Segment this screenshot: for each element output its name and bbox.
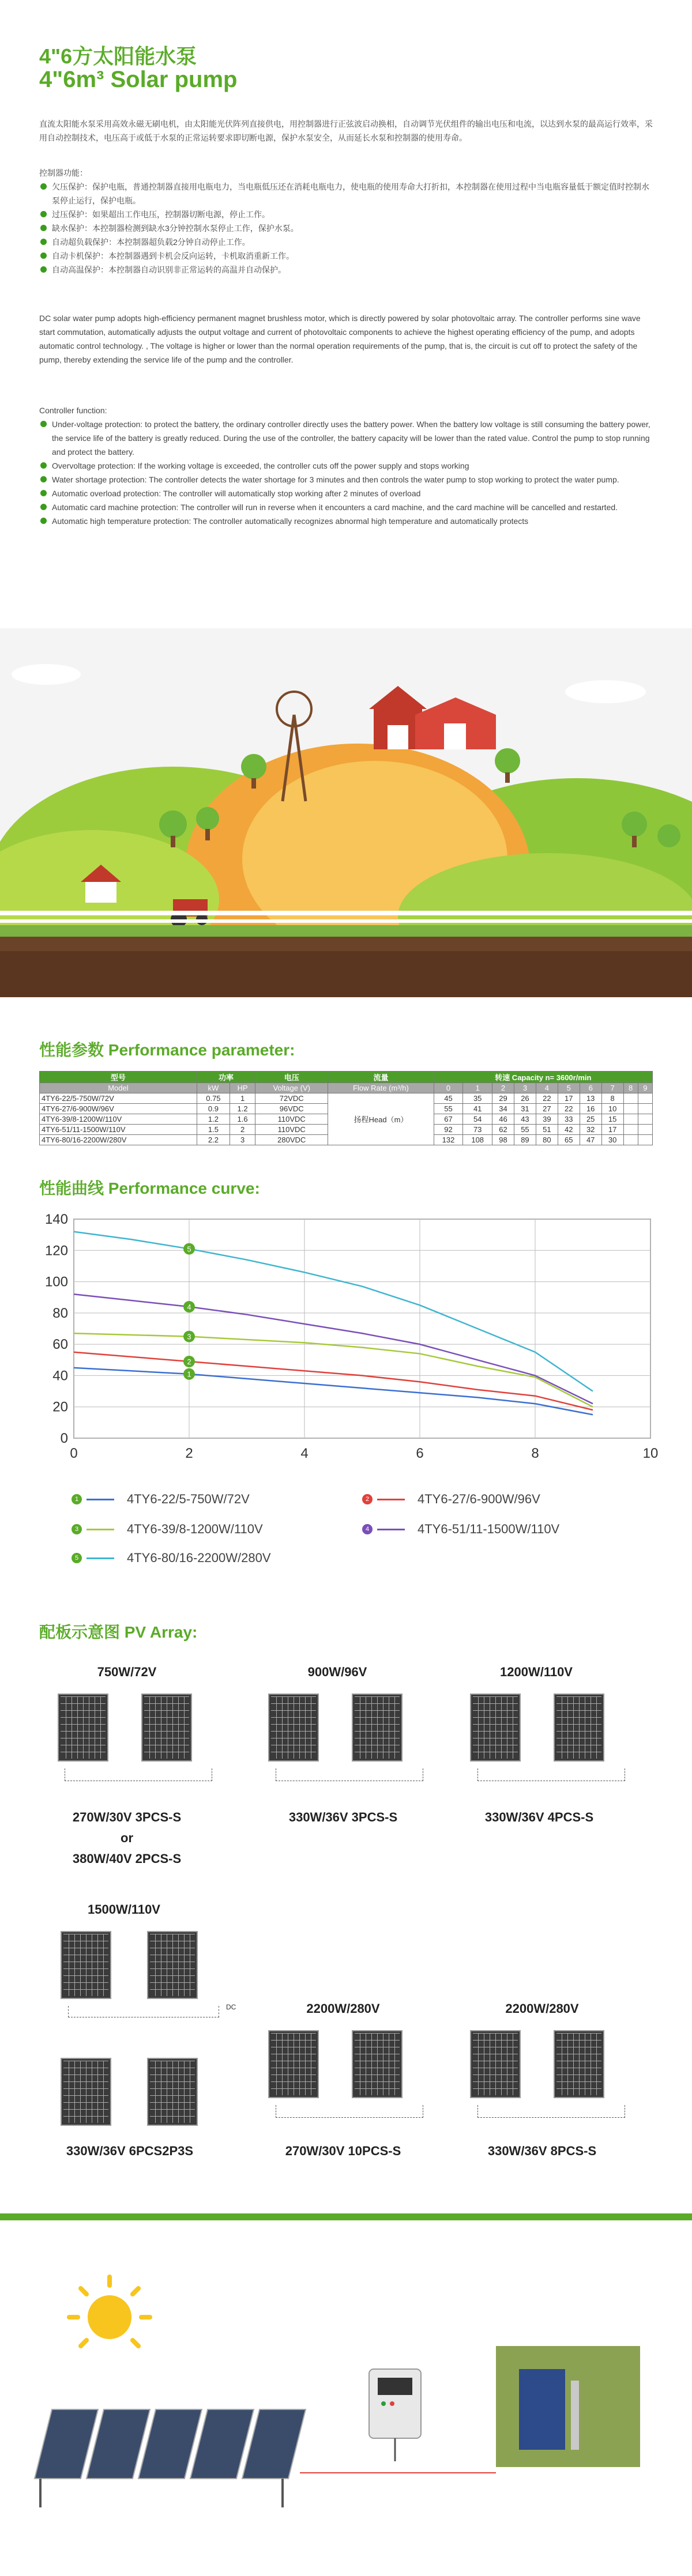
table-header-row: 型号 功率 电压 流量 转速 Capacity n= 3600r/min <box>40 1072 653 1083</box>
bullet-icon <box>40 504 47 510</box>
pv-power-label: 2200W/280V <box>505 2001 579 2016</box>
y-tick-label: 140 <box>44 1212 68 1227</box>
y-tick-label: 40 <box>52 1368 68 1384</box>
solar-panel <box>268 1694 319 1762</box>
x-tick-label: 6 <box>416 1446 424 1461</box>
pv-config: 330W/36V 4PCS-S <box>484 1810 594 1824</box>
list-item: 缺水保护：本控制器检测到缺水3分钟控制水泵停止工作，保护水泵。 <box>39 221 653 235</box>
bullet-icon <box>40 211 47 217</box>
table-row: 4TY6-80/16-2200W/280V 2.2 3 280VDC 132 108 98 89 80 65 47 30 <box>40 1135 653 1145</box>
solar-panel <box>470 1694 521 1762</box>
wiring <box>276 2105 423 2118</box>
pv-power-label: 1200W/110V <box>500 1665 573 1679</box>
list-item: Overvoltage protection: If the working voltage is exceeded, the controller cuts off the power supply and stops working <box>39 459 653 473</box>
intro-cn: 直流太阳能水泵采用高效永磁无刷电机，由太阳能光伏阵列直接供电，用控制器进行正弦波启动换相，自动调节光伏组件的输出电压和电流，以达到水泵的最高运行效率，采用自动控制技术，电压高于或低于水泵的正常运转要求即切断电源，保护水泵安全，从而延长水泵和控制器的使用寿命。 <box>39 119 653 142</box>
list-item: Under-voltage protection: to protect the battery, the ordinary controller directly uses the battery power. When the battery low voltage is still consuming the battery power, the service life of the battery is greatly reduced. During the use of the controller, the battery capacity will be lower than the rated value. Control the pump to stop running and protect the battery. <box>39 417 653 459</box>
wiring <box>65 1768 212 1781</box>
func-title-cn: 控制器功能： <box>39 168 88 178</box>
legend-item: 3 4TY6-39/8-1200W/110V <box>72 1522 263 1537</box>
table-row: 4TY6-51/11-1500W/110V 1.5 2 110VDC 92 73 62 55 51 42 32 17 <box>40 1125 653 1135</box>
table-row: 4TY6-22/5-750W/72V 0.75 1 72VDC 扬程Head（m） 45 35 29 26 22 17 13 8 <box>40 1093 653 1104</box>
y-tick-label: 100 <box>44 1274 68 1290</box>
x-tick-label: 4 <box>300 1446 309 1461</box>
solar-panel <box>554 2030 604 2098</box>
bullet-icon <box>40 490 47 496</box>
x-tick-label: 0 <box>70 1446 78 1461</box>
x-tick-label: 2 <box>185 1446 193 1461</box>
list-item: Water shortage protection: The controller detects the water shortage for 3 minutes and then controls the water pump to stop working to protect the water pump. <box>39 473 653 486</box>
solar-panel <box>268 2030 319 2098</box>
list-item: 欠压保护：保护电瓶，普通控制器直接用电瓶电力，当电瓶低压还在消耗电瓶电力，使电瓶的使用寿命大打折扣，本控制器在使用过程中当电瓶容量低于额定值时控制水泵停止运行，保护电瓶。 <box>39 180 653 208</box>
legend-item: 4 4TY6-51/11-1500W/110V <box>362 1522 559 1537</box>
solar-panel <box>147 1931 198 1999</box>
list-item: Automatic high temperature protection: The controller automatically recognizes abnormal high temperature and automatically protects <box>39 514 653 528</box>
y-tick-label: 0 <box>60 1431 68 1446</box>
performance-chart <box>39 1208 662 1473</box>
performance-table <box>39 1071 653 1145</box>
pv-power-label: 2200W/280V <box>306 2001 380 2016</box>
solar-panel <box>554 1694 604 1762</box>
pv-power-label: 900W/96V <box>307 1665 367 1679</box>
list-item: Automatic card machine protection: The controller will run in reverse when it encounters a card machine, and the card machine will be cancelled and restarted. <box>39 500 653 514</box>
solar-panel <box>61 2058 111 2126</box>
legend-item: 1 4TY6-22/5-750W/72V <box>72 1492 250 1507</box>
bullet-icon <box>40 266 47 273</box>
list-item: 自动超负载保护：本控制器超负载2分钟自动停止工作。 <box>39 235 653 249</box>
list-item: Automatic overload protection: The controller will automatically stop working after 2 minutes of overload <box>39 486 653 500</box>
pv-title: 配板示意图 PV Array: <box>39 1623 198 1641</box>
head-label: 扬程Head（m） <box>328 1093 434 1145</box>
func-title-en: Controller function: <box>39 406 107 415</box>
x-tick-label: 8 <box>531 1446 539 1461</box>
bullet-icon <box>40 225 47 231</box>
table-header-row: Model kW HP Voltage (V) Flow Rate (m³/h) 0 1 2 3 4 5 6 7 8 9 <box>40 1083 653 1093</box>
bullet-icon <box>40 476 47 482</box>
wiring <box>276 1768 423 1781</box>
solar-panel <box>147 2058 198 2126</box>
solar-panel <box>61 1931 111 1999</box>
green-divider <box>0 2213 692 2220</box>
y-tick-label: 20 <box>52 1399 68 1415</box>
legend-item: 5 4TY6-80/16-2200W/280V <box>72 1551 271 1566</box>
pv-config: 270W/30V 10PCS-S <box>285 2144 401 2158</box>
pv-power-label: 1500W/110V <box>88 1902 160 1917</box>
table-row: 4TY6-27/6-900W/96V 0.9 1.2 96VDC 55 41 34 31 27 22 16 10 <box>40 1104 653 1114</box>
solar-panel <box>352 2030 403 2098</box>
wiring <box>477 1768 625 1781</box>
solar-panel <box>58 1694 108 1762</box>
series-marker-label: 3 <box>187 1332 191 1341</box>
y-tick-label: 120 <box>44 1243 68 1259</box>
wiring <box>68 2006 219 2017</box>
list-item: 自动高温保护：本控制器自动识别非正常运转的高温并自动保护。 <box>39 263 653 277</box>
pv-config: 330W/36V 6PCS2P3S <box>66 2144 194 2158</box>
func-list-en <box>39 417 653 528</box>
title-cn: 4"6方太阳能水泵 <box>39 44 197 68</box>
solar-panel <box>141 1694 192 1762</box>
series-marker-label: 1 <box>187 1370 191 1379</box>
title-en: 4"6m³ Solar pump <box>39 67 238 92</box>
x-tick-label: 10 <box>642 1446 659 1461</box>
well-pump-photo <box>496 2346 640 2467</box>
farm-illustration <box>0 628 692 997</box>
series-marker-label: 2 <box>187 1357 191 1366</box>
bullet-icon <box>40 462 47 469</box>
plot-area <box>74 1219 650 1438</box>
list-item: 自动卡机保护：本控制器遇到卡机会反向运转，卡机取消重新工作。 <box>39 249 653 263</box>
perf-title: 性能参数 Performance parameter: <box>39 1041 295 1059</box>
func-list-cn <box>39 180 653 277</box>
table-row: 4TY6-39/8-1200W/110V 1.2 1.6 110VDC 67 54 46 43 39 33 25 15 <box>40 1114 653 1125</box>
list-item: 过压保护：如果超出工作电压，控制器切断电源，停止工作。 <box>39 208 653 221</box>
bullet-icon <box>40 183 47 190</box>
terminal-label: DC <box>226 2003 236 2011</box>
pv-config: 330W/36V 8PCS-S <box>487 2144 597 2158</box>
bullet-icon <box>40 518 47 524</box>
pv-config: 270W/30V 3PCS-S or 380W/40V 2PCS-S <box>72 1810 182 1866</box>
intro-en: DC solar water pump adopts high-efficiency permanent magnet brushless motor, which is directly powered by solar photovoltaic array. The controller performs sine wave start commutation, automatically adjusts the output voltage and current of photovoltaic components to achieve the highest operating efficiency of the pump, and adopts automatic control technology. , The voltage is higher or lower than the normal operation requirements of the pump, that is, the circuit is cut off to protect the safety of the pump, thereby extending the service life of the pump and the controller. <box>39 314 641 364</box>
solar-panel <box>352 1694 403 1762</box>
series-marker-label: 5 <box>187 1244 191 1254</box>
bullet-icon <box>40 252 47 259</box>
pv-config: 330W/36V 3PCS-S <box>288 1810 398 1824</box>
bullet-icon <box>40 421 47 427</box>
legend-item: 2 4TY6-27/6-900W/96V <box>362 1492 540 1507</box>
y-tick-label: 60 <box>52 1337 68 1353</box>
pv-power-label: 750W/72V <box>97 1665 157 1679</box>
bullet-icon <box>40 239 47 245</box>
series-marker-label: 4 <box>187 1303 191 1311</box>
solar-panel <box>470 2030 521 2098</box>
system-illustration <box>0 2236 692 2576</box>
wiring <box>477 2105 625 2118</box>
curve-title: 性能曲线 Performance curve: <box>39 1179 260 1197</box>
y-tick-label: 80 <box>52 1305 68 1321</box>
